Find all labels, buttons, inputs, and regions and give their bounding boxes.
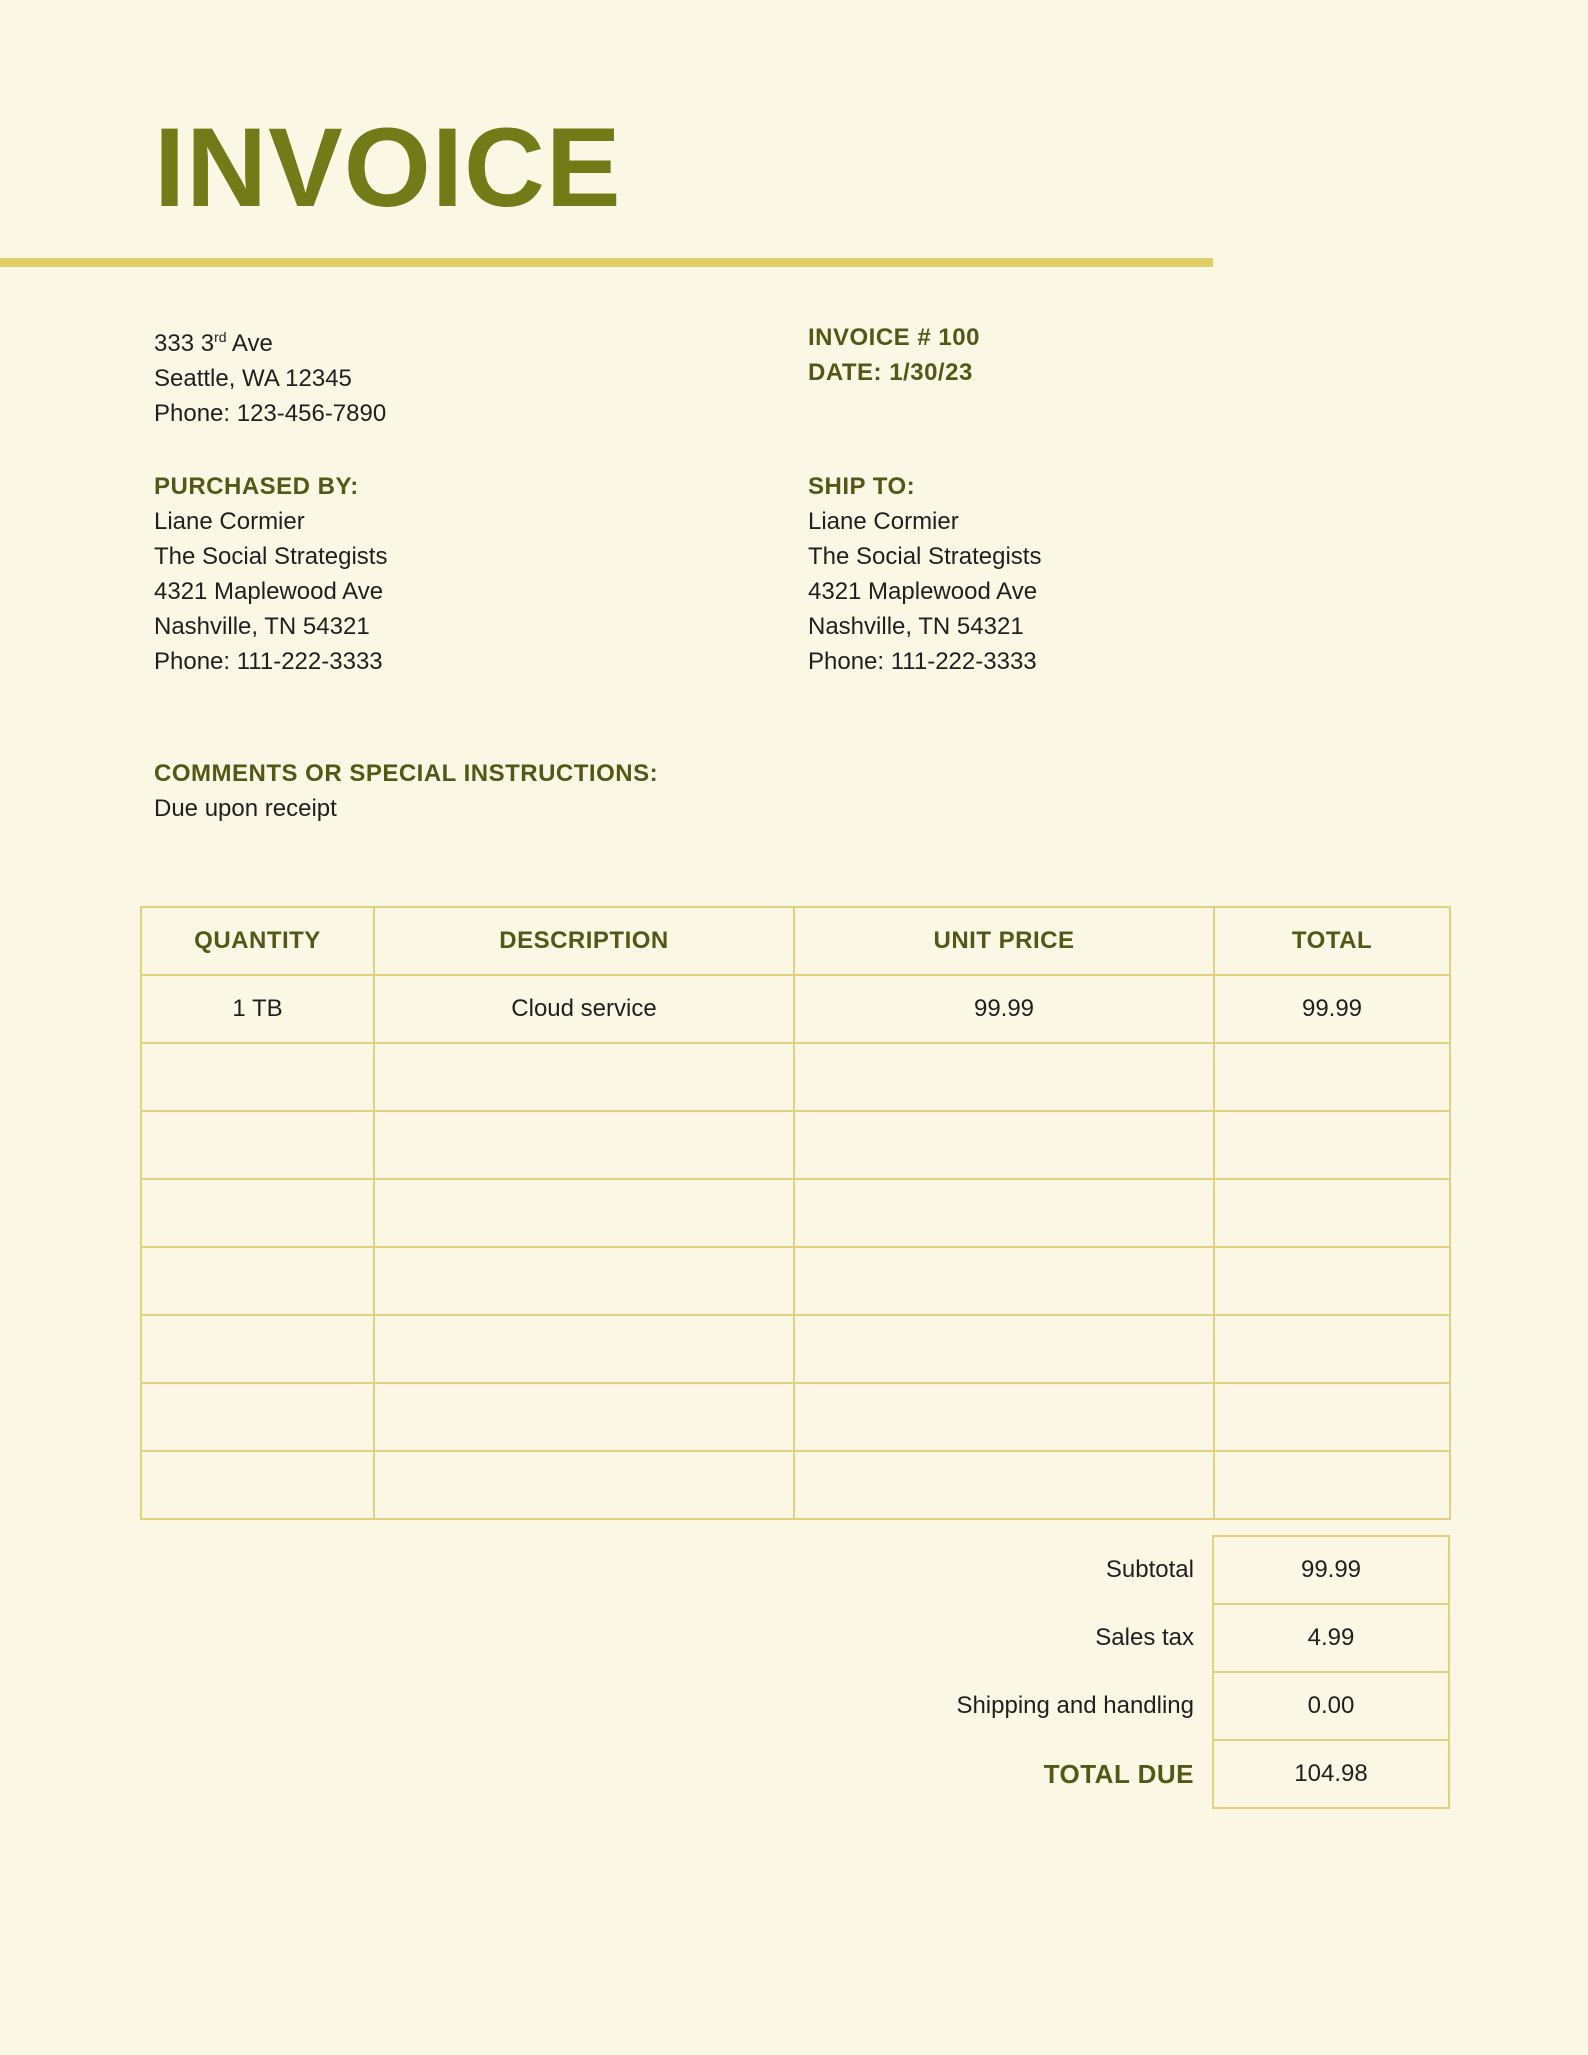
shipping-label: Shipping and handling <box>956 1692 1194 1719</box>
cell-unit-price <box>794 1111 1214 1179</box>
ship-to-phone: Phone: 111-222-3333 <box>808 648 1037 675</box>
ship-to-city: Nashville, TN 54321 <box>808 613 1024 640</box>
table-row <box>141 1451 1450 1519</box>
cell-total <box>1214 1315 1450 1383</box>
cell-total <box>1214 1451 1450 1519</box>
table-row <box>141 1179 1450 1247</box>
sales-tax-value: 4.99 <box>1213 1604 1449 1672</box>
cell-quantity <box>141 1451 374 1519</box>
cell-description <box>374 1247 794 1315</box>
cell-unit-price <box>794 1179 1214 1247</box>
cell-total <box>1214 1043 1450 1111</box>
header-unit-price: UNIT PRICE <box>794 907 1214 975</box>
shipping-row <box>140 1672 1449 1740</box>
total-due-row <box>140 1740 1449 1808</box>
sender-street-name: Ave <box>231 330 273 357</box>
sender-street-ordinal-suffix: rd <box>214 329 227 345</box>
purchased-by-section <box>154 469 387 679</box>
cell-unit-price: 99.99 <box>794 975 1214 1043</box>
cell-quantity <box>141 1111 374 1179</box>
ship-to-company: The Social Strategists <box>808 543 1042 570</box>
header-total: TOTAL <box>1214 907 1450 975</box>
sales-tax-label: Sales tax <box>1095 1624 1194 1651</box>
cell-description <box>374 1451 794 1519</box>
comments-heading: COMMENTS OR SPECIAL INSTRUCTIONS: <box>154 760 659 787</box>
cell-unit-price <box>794 1315 1214 1383</box>
cell-description <box>374 1383 794 1451</box>
cell-description: Cloud service <box>374 975 794 1043</box>
purchased-by-name: Liane Cormier <box>154 508 305 535</box>
cell-description <box>374 1179 794 1247</box>
subtotal-row <box>140 1536 1449 1604</box>
sender-street <box>154 320 386 361</box>
line-items-table <box>140 906 1451 1520</box>
cell-total <box>1214 1111 1450 1179</box>
totals-table <box>140 1535 1450 1809</box>
sender-phone: Phone: 123-456-7890 <box>154 400 387 427</box>
invoice-title: INVOICE <box>154 105 622 230</box>
cell-unit-price <box>794 1383 1214 1451</box>
table-row <box>141 1315 1450 1383</box>
cell-unit-price <box>794 1247 1214 1315</box>
cell-unit-price <box>794 1451 1214 1519</box>
cell-total <box>1214 1247 1450 1315</box>
sender-city: Seattle, WA 12345 <box>154 365 352 392</box>
cell-quantity: 1 TB <box>141 975 374 1043</box>
cell-total <box>1214 1383 1450 1451</box>
table-row <box>141 1247 1450 1315</box>
cell-total: 99.99 <box>1214 975 1450 1043</box>
sender-street-number: 333 <box>154 330 195 357</box>
cell-description <box>374 1315 794 1383</box>
invoice-meta <box>808 320 980 390</box>
ship-to-heading: SHIP TO: <box>808 473 916 500</box>
sender-address <box>154 320 386 431</box>
purchased-by-heading: PURCHASED BY: <box>154 473 359 500</box>
cell-quantity <box>141 1179 374 1247</box>
table-row <box>141 1111 1450 1179</box>
cell-quantity <box>141 1383 374 1451</box>
cell-total <box>1214 1179 1450 1247</box>
ship-to-name: Liane Cormier <box>808 508 959 535</box>
cell-quantity <box>141 1043 374 1111</box>
header-description: DESCRIPTION <box>374 907 794 975</box>
purchased-by-company: The Social Strategists <box>154 543 388 570</box>
invoice-date: DATE: 1/30/23 <box>808 359 973 386</box>
table-header-row <box>141 907 1450 975</box>
cell-quantity <box>141 1315 374 1383</box>
title-divider <box>0 258 1213 267</box>
table-row <box>141 1383 1450 1451</box>
subtotal-value: 99.99 <box>1213 1536 1449 1604</box>
ship-to-section <box>808 469 1041 679</box>
comments-section <box>154 756 658 826</box>
cell-description <box>374 1111 794 1179</box>
total-due-value: 104.98 <box>1213 1740 1449 1808</box>
table-row <box>141 1043 1450 1111</box>
sales-tax-row <box>140 1604 1449 1672</box>
table-row <box>141 975 1450 1043</box>
cell-unit-price <box>794 1043 1214 1111</box>
total-due-label: TOTAL DUE <box>1043 1758 1194 1789</box>
header-quantity: QUANTITY <box>141 907 374 975</box>
invoice-number: INVOICE # 100 <box>808 324 980 351</box>
subtotal-label: Subtotal <box>1105 1556 1194 1583</box>
ship-to-street: 4321 Maplewood Ave <box>808 578 1038 605</box>
shipping-value: 0.00 <box>1213 1672 1449 1740</box>
purchased-by-phone: Phone: 111-222-3333 <box>154 648 383 675</box>
purchased-by-street: 4321 Maplewood Ave <box>154 578 384 605</box>
cell-description <box>374 1043 794 1111</box>
cell-quantity <box>141 1247 374 1315</box>
comments-text: Due upon receipt <box>154 795 337 822</box>
purchased-by-city: Nashville, TN 54321 <box>154 613 370 640</box>
sender-street-ordinal: 3 <box>200 330 215 357</box>
